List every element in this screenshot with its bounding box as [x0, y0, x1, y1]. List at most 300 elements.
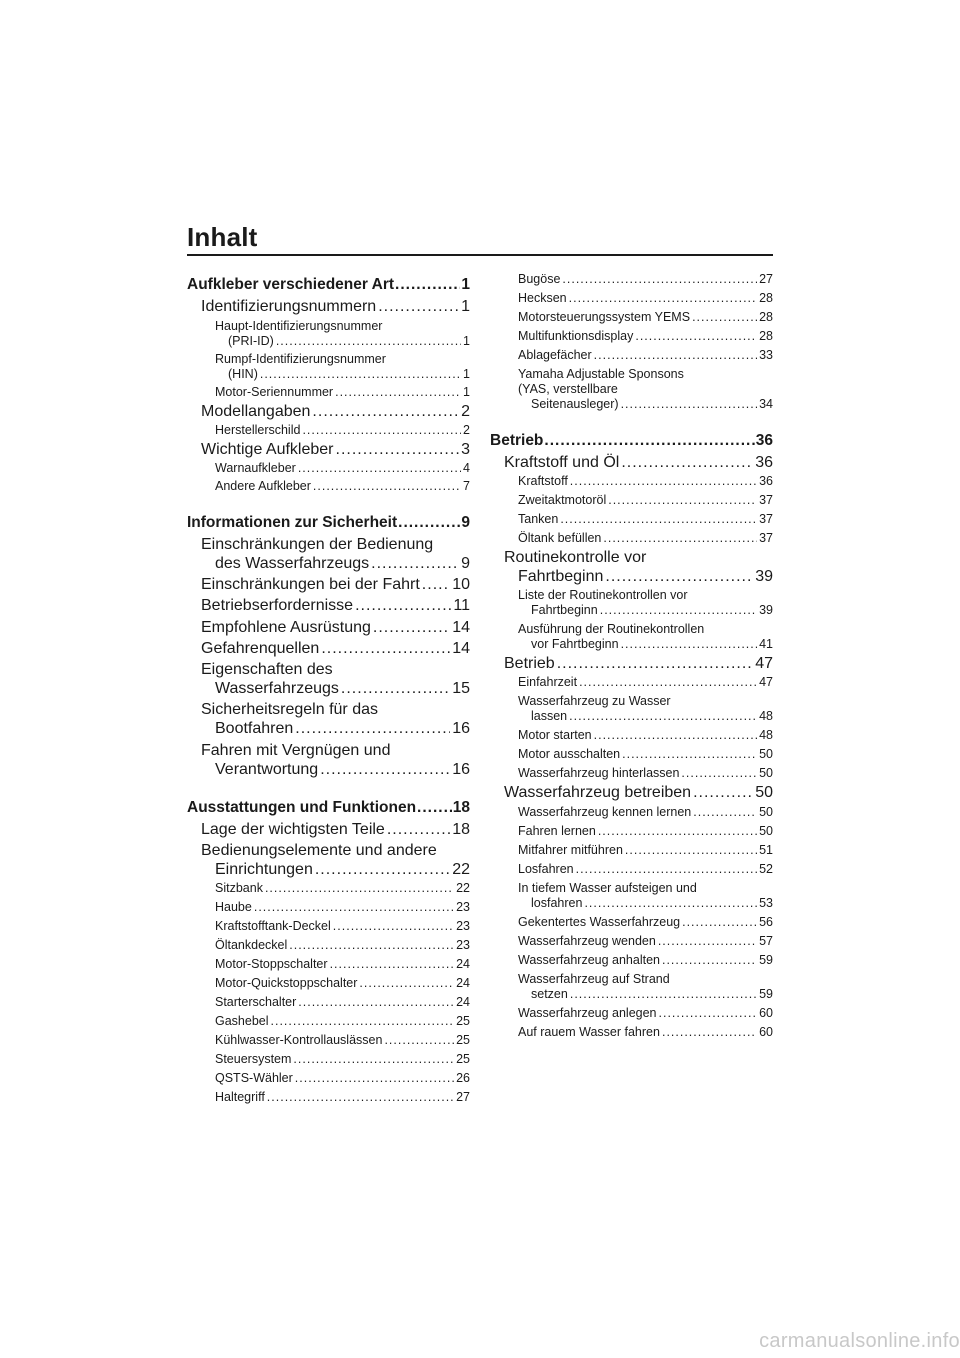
dot-leader [289, 938, 454, 953]
toc-entry[interactable] [187, 760, 470, 779]
toc-entry[interactable] [187, 440, 470, 459]
toc-entry-title: Wasserfahrzeug kennen lernen [518, 804, 692, 819]
toc-entry[interactable] [490, 432, 773, 451]
watermark: carmanualsonline.info [759, 1330, 960, 1352]
dot-leader [378, 297, 459, 316]
toc-entry-line [187, 660, 470, 679]
toc-entry-line [490, 382, 773, 397]
toc-entry[interactable] [490, 512, 773, 527]
toc-page-number: 33 [759, 348, 773, 362]
dot-leader [579, 675, 757, 690]
toc-entry[interactable] [187, 514, 470, 533]
toc-entry[interactable] [187, 820, 470, 839]
toc-entry[interactable] [187, 554, 470, 573]
toc-entry-title: Einschränkungen bei der Fahrt [201, 576, 420, 594]
toc-entry-title: Seitenausleger) [531, 397, 619, 411]
toc-entry-title: QSTS-Wähler [215, 1071, 293, 1086]
toc-entry[interactable] [187, 1052, 470, 1067]
dot-leader [371, 554, 459, 573]
toc-page-number: 50 [759, 804, 773, 819]
toc-entry-title: Warnaufkleber [215, 461, 296, 476]
toc-entry-title: Liste der Routinekontrollen vor [518, 588, 688, 603]
toc-entry-title: Andere Aufkleber [215, 479, 311, 494]
toc-entry-title: Öltankdeckel [215, 938, 288, 953]
toc-page-number: 15 [452, 680, 470, 698]
toc-entry[interactable] [490, 896, 773, 911]
dot-leader [682, 915, 757, 930]
dot-leader [560, 512, 757, 527]
toc-page-number: 36 [755, 453, 773, 471]
toc-entry-title: Motorsteuerungssystem YEMS [518, 310, 691, 324]
toc-entry[interactable] [187, 334, 470, 349]
toc-entry[interactable] [187, 276, 470, 295]
toc-entry-line [490, 548, 773, 567]
toc-entry[interactable] [187, 679, 470, 698]
toc-page-number: 16 [452, 720, 470, 738]
toc-entry-line [187, 841, 470, 860]
toc-page-number: 50 [759, 823, 773, 838]
toc-page-number: 2 [463, 422, 470, 437]
dot-leader [295, 1071, 454, 1086]
toc-entry[interactable] [490, 329, 773, 344]
dot-leader [594, 348, 757, 363]
toc-page-number: 50 [759, 747, 773, 762]
dot-leader [293, 1052, 454, 1067]
toc-entry[interactable] [490, 272, 773, 287]
toc-page-number: 59 [759, 986, 773, 1001]
toc-entry-title: Motor-Seriennummer [215, 384, 334, 399]
toc-entry-title: Tanken [518, 511, 559, 526]
toc-entry[interactable] [187, 1033, 470, 1048]
toc-entry-title: Verantwortung [215, 760, 319, 778]
dot-leader [576, 862, 757, 877]
toc-entry-title: Haupt-Identifizierungsnummer [215, 318, 383, 333]
dot-leader [313, 479, 461, 494]
toc-page-number: 18 [452, 820, 470, 838]
toc-entry[interactable] [490, 567, 773, 586]
toc-entry[interactable] [187, 881, 470, 896]
toc-entry[interactable] [187, 423, 470, 438]
dot-leader [662, 953, 757, 968]
toc-entry-title: lassen [531, 709, 568, 724]
toc-entry[interactable] [187, 995, 470, 1010]
dot-leader [569, 291, 757, 306]
toc-page-number: 59 [759, 952, 773, 967]
toc-entry-title: Steuersystem [215, 1052, 292, 1067]
toc-entry[interactable] [187, 1071, 470, 1086]
toc-page-number: 2 [461, 402, 470, 420]
dot-leader [557, 654, 754, 673]
toc-entry-title: Einrichtungen [215, 860, 313, 878]
toc-entry-title: Herstellerschild [215, 422, 301, 437]
toc-page-number: 25 [456, 1033, 470, 1048]
toc-entry-title: Wasserfahrzeug betreiben [504, 784, 692, 802]
toc-entry[interactable] [490, 474, 773, 489]
toc-page-number: 9 [461, 514, 470, 532]
toc-page-number: 28 [759, 329, 773, 343]
toc-entry[interactable] [490, 862, 773, 877]
toc-entry-title: Ausführung der Routinekontrollen [518, 622, 705, 637]
dot-leader [569, 709, 757, 724]
dot-leader [373, 618, 450, 637]
dot-leader [359, 976, 454, 991]
dot-leader [598, 824, 757, 839]
toc-entry-line [490, 367, 773, 382]
dot-leader [635, 329, 757, 344]
dot-leader [330, 957, 455, 972]
toc-entry-title: Gefahrenquellen [201, 639, 320, 657]
toc-page-number: 24 [456, 957, 470, 972]
toc-entry[interactable] [187, 596, 470, 615]
toc-page-number: 36 [755, 432, 773, 449]
dot-leader [584, 896, 757, 911]
toc-entry-title: Ausstattungen und Funktionen [187, 799, 417, 816]
toc-entry[interactable] [490, 709, 773, 724]
toc-page-number: 36 [759, 473, 773, 488]
toc-entry-title: Haube [215, 900, 252, 915]
toc-entry-title: Motor-Stoppschalter [215, 957, 328, 972]
toc-entry-title: Auf rauem Wasser fahren [518, 1024, 660, 1039]
toc-page-number: 27 [759, 272, 773, 286]
toc-page-number: 39 [759, 603, 773, 618]
toc-page-number: 25 [456, 1014, 470, 1029]
dot-leader [276, 334, 461, 349]
toc-entry-title: des Wasserfahrzeugs [215, 554, 370, 572]
toc-entry-title: Rumpf-Identifizierungsnummer [215, 351, 386, 366]
toc-page-number: 27 [456, 1090, 470, 1105]
dot-leader [341, 679, 450, 698]
dot-leader [625, 843, 757, 858]
toc-entry-title: In tiefem Wasser aufsteigen und [518, 880, 697, 895]
toc-page-number: 39 [755, 567, 773, 585]
toc-entry[interactable] [490, 783, 773, 802]
dot-leader [260, 367, 461, 382]
toc-entry[interactable] [490, 747, 773, 762]
dot-leader [603, 531, 757, 546]
dot-leader [659, 1006, 758, 1021]
toc-page-number: 24 [456, 995, 470, 1010]
toc-entry-title: Routinekontrolle vor [504, 548, 647, 566]
toc-entry-title: Fahren mit Vergnügen und [201, 741, 391, 759]
toc-page-number: 48 [759, 709, 773, 724]
toc-page-number: 1 [463, 384, 470, 399]
toc-entry[interactable] [187, 618, 470, 637]
toc-entry-title: Kraftstofftank-Deckel [215, 919, 331, 934]
toc-entry[interactable] [490, 310, 773, 325]
toc-entry[interactable] [490, 291, 773, 306]
toc-entry[interactable] [490, 675, 773, 690]
toc-page-number: 53 [759, 895, 773, 910]
dot-leader [417, 799, 452, 818]
toc-page-number: 60 [759, 1005, 773, 1020]
toc-entry-title: Wichtige Aufkleber [201, 440, 334, 458]
toc-entry-title: Losfahren [518, 861, 574, 876]
dot-leader [387, 820, 450, 839]
toc-entry-line [490, 881, 773, 896]
toc-entry[interactable] [490, 934, 773, 949]
toc-page-number: 37 [759, 530, 773, 545]
toc-entry-title: Zweitaktmotoröl [518, 492, 607, 507]
toc-entry-line [187, 319, 470, 334]
toc-entry-title: Lage der wichtigsten Teile [201, 820, 385, 838]
toc-entry-title: setzen [531, 986, 568, 1001]
toc-entry-title: Eigenschaften des [201, 660, 333, 678]
toc-entry-title: Motor ausschalten [518, 747, 621, 762]
dot-leader [295, 719, 450, 738]
toc-entry-title: losfahren [531, 895, 583, 910]
dot-leader [693, 783, 753, 802]
toc-entry[interactable] [490, 1006, 773, 1021]
toc-entry[interactable] [490, 603, 773, 618]
toc-entry-title: Bedienungselemente und andere [201, 841, 437, 859]
toc-entry[interactable] [187, 957, 470, 972]
toc-entry-title: vor Fahrtbeginn [531, 637, 619, 652]
toc-entry-title: Fahrtbeginn [518, 567, 604, 585]
toc-entry-title: Wasserfahrzeugs [215, 680, 339, 698]
dot-leader [594, 728, 757, 743]
toc-page-number: 41 [759, 637, 773, 652]
toc-entry-title: Motor-Quickstoppschalter [215, 976, 358, 991]
toc-entry-title: Aufkleber verschiedener Art [187, 276, 395, 293]
toc-page-number: 50 [759, 766, 773, 781]
toc-page-number: 1 [461, 276, 470, 293]
toc-entry[interactable] [187, 575, 470, 594]
toc-entry-title: Wasserfahrzeug zu Wasser [518, 694, 671, 709]
toc-entry-title: Ablagefächer [518, 348, 592, 362]
toc-entry[interactable] [187, 479, 470, 494]
toc-entry-line [490, 588, 773, 603]
toc-entry-title: (YAS, verstellbare [518, 382, 618, 396]
toc-entry[interactable] [490, 493, 773, 508]
dot-leader [570, 474, 757, 489]
toc-page-number: 51 [759, 842, 773, 857]
toc-page-number: 16 [452, 760, 470, 778]
dot-leader [333, 919, 454, 934]
toc-entry[interactable] [490, 766, 773, 781]
toc-entry-title: (HIN) [228, 366, 258, 381]
toc-entry[interactable] [187, 860, 470, 879]
toc-entry-title: Fahrtbeginn [531, 603, 598, 618]
toc-page-number: 18 [452, 799, 470, 816]
toc-entry-title: Betriebserfordernisse [201, 597, 354, 615]
toc-entry-title: Wasserfahrzeug anlegen [518, 1005, 657, 1020]
dot-leader [621, 397, 758, 412]
toc-page-number: 7 [463, 479, 470, 494]
toc-page-number: 28 [759, 310, 773, 324]
toc-entry-title: Hecksen [518, 291, 567, 305]
toc-page-number: 22 [456, 881, 470, 896]
toc-entry-title: (PRI-ID) [228, 333, 274, 348]
toc-entry-title: Informationen zur Sicherheit [187, 514, 398, 532]
toc-page-number: 23 [456, 900, 470, 915]
toc-page-number: 1 [461, 297, 470, 315]
toc-page-number: 60 [759, 1024, 773, 1039]
toc-entry[interactable] [187, 297, 470, 316]
toc-page-number: 56 [759, 914, 773, 929]
toc-entry-title: Gashebel [215, 1014, 269, 1029]
toc-entry-title: Öltank befüllen [518, 530, 602, 545]
toc-entry[interactable] [490, 654, 773, 673]
toc-page-number: 47 [755, 655, 773, 673]
toc-entry-line [187, 535, 470, 554]
toc-entry[interactable] [187, 367, 470, 382]
dot-leader [621, 453, 753, 472]
page-title: Inhalt [187, 222, 258, 252]
dot-leader [570, 987, 757, 1002]
toc-entry[interactable] [187, 385, 470, 400]
toc-entry[interactable] [187, 919, 470, 934]
toc-column-left [187, 276, 470, 1105]
dot-leader [298, 995, 454, 1010]
toc-page-number: 14 [452, 618, 470, 636]
toc-entry-title: Identifizierungsnummern [201, 297, 377, 315]
toc-page-number: 9 [461, 554, 470, 572]
toc-entry-title: Sitzbank [215, 881, 263, 896]
toc-entry[interactable] [490, 953, 773, 968]
dot-leader [336, 440, 460, 459]
toc-entry-title: Einfahrzeit [518, 675, 578, 690]
dot-leader [622, 747, 757, 762]
toc-entry[interactable] [187, 900, 470, 915]
dot-leader [267, 1090, 454, 1105]
toc-entry-line [187, 700, 470, 719]
toc-entry-title: Kühlwasser-Kontrollauslässen [215, 1033, 383, 1048]
toc-entry-title: Modellangaben [201, 402, 311, 420]
toc-column-right [490, 272, 773, 1040]
toc-entry-title: Wasserfahrzeug wenden [518, 933, 656, 948]
toc-entry[interactable] [187, 719, 470, 738]
toc-entry[interactable] [187, 1090, 470, 1105]
toc-entry[interactable] [490, 397, 773, 412]
dot-leader [254, 900, 454, 915]
dot-leader [298, 461, 461, 476]
toc-page-number: 25 [456, 1052, 470, 1067]
dot-leader [315, 860, 450, 879]
toc-entry-title: Kraftstoff [518, 473, 568, 488]
toc-entry-line [187, 352, 470, 367]
toc-page-number: 57 [759, 933, 773, 948]
dot-leader [692, 310, 757, 325]
dot-leader [658, 934, 757, 949]
dot-leader [384, 1033, 454, 1048]
toc-entry-title: Wasserfahrzeug hinterlassen [518, 766, 680, 781]
toc-page-number: 22 [452, 860, 470, 878]
dot-leader [662, 1025, 757, 1040]
toc-page-number: 37 [759, 492, 773, 507]
dot-leader [265, 881, 454, 896]
toc-entry-title: Wasserfahrzeug anhalten [518, 952, 660, 967]
dot-leader [355, 596, 451, 615]
toc-entry-title: Bootfahren [215, 720, 294, 738]
toc-entry[interactable] [490, 531, 773, 546]
toc-entry-title: Motor starten [518, 728, 592, 743]
dot-leader [544, 432, 754, 451]
dot-leader [608, 493, 757, 508]
dot-leader [321, 639, 450, 658]
dot-leader [621, 637, 758, 652]
dot-leader [605, 567, 753, 586]
toc-entry-title: Fahren lernen [518, 823, 596, 838]
toc-page-number: 37 [759, 511, 773, 526]
toc-page-number: 52 [759, 861, 773, 876]
toc-page-number: 23 [456, 938, 470, 953]
toc-page-number: 1 [463, 366, 470, 381]
toc-page-number: 50 [755, 784, 773, 802]
dot-leader [693, 805, 757, 820]
toc-entry[interactable] [490, 1025, 773, 1040]
toc-entry-title: Sicherheitsregeln für das [201, 701, 378, 719]
toc-entry[interactable] [187, 461, 470, 476]
toc-entry[interactable] [187, 402, 470, 421]
toc-entry-title: Mitfahrer mitführen [518, 842, 623, 857]
dot-leader [335, 385, 461, 400]
toc-entry-title: Einschränkungen der Bedienung [201, 535, 434, 553]
dot-leader [398, 514, 460, 533]
toc-page-number: 23 [456, 919, 470, 934]
dot-leader [422, 575, 450, 594]
toc-entry-title: Betrieb [504, 655, 555, 673]
toc-page-number: 1 [463, 333, 470, 348]
toc-entry[interactable] [490, 824, 773, 839]
toc-page-number: 4 [463, 461, 470, 476]
toc-page-number: 11 [453, 597, 470, 615]
dot-leader [302, 423, 461, 438]
toc-entry-line [490, 622, 773, 637]
toc-page-number: 48 [759, 728, 773, 743]
toc-entry[interactable] [187, 938, 470, 953]
dot-leader [681, 766, 757, 781]
toc-page-number: 3 [461, 440, 470, 458]
toc-page-number: 47 [759, 675, 773, 690]
toc-entry[interactable] [187, 1014, 470, 1029]
toc-page-number: 26 [456, 1071, 470, 1086]
dot-leader [312, 402, 459, 421]
dot-leader [271, 1014, 455, 1029]
toc-entry[interactable] [187, 639, 470, 658]
toc-entry-line [490, 972, 773, 987]
toc-entry[interactable] [490, 987, 773, 1002]
dot-leader [320, 760, 450, 779]
toc-page-number: 14 [452, 639, 470, 657]
toc-entry[interactable] [187, 976, 470, 991]
toc-entry-title: Yamaha Adjustable Sponsons [518, 367, 684, 381]
toc-entry[interactable] [187, 799, 470, 818]
toc-entry[interactable] [490, 348, 773, 363]
title-rule [187, 254, 773, 256]
toc-page-number: 10 [452, 576, 470, 594]
toc-entry-line [490, 694, 773, 709]
toc-entry-title: Wasserfahrzeug auf Strand [518, 971, 670, 986]
toc-entry-title: Gekentertes Wasserfahrzeug [518, 914, 681, 929]
toc-entry-title: Haltegriff [215, 1090, 265, 1105]
toc-entry[interactable] [490, 728, 773, 743]
dot-leader [395, 276, 460, 295]
toc-entry-title: Multifunktionsdisplay [518, 329, 634, 343]
toc-entry[interactable] [490, 843, 773, 858]
toc-entry-title: Betrieb [490, 432, 544, 449]
toc-entry-line [187, 741, 470, 760]
toc-entry[interactable] [490, 915, 773, 930]
toc-entry-title: Kraftstoff und Öl [504, 453, 620, 471]
toc-entry[interactable] [490, 805, 773, 820]
toc-page-number: 28 [759, 291, 773, 305]
dot-leader [562, 272, 757, 287]
toc-entry[interactable] [490, 637, 773, 652]
toc-entry-title: Starterschalter [215, 995, 297, 1010]
toc-entry[interactable] [490, 453, 773, 472]
dot-leader [600, 603, 757, 618]
toc-entry-title: Bugöse [518, 272, 561, 286]
